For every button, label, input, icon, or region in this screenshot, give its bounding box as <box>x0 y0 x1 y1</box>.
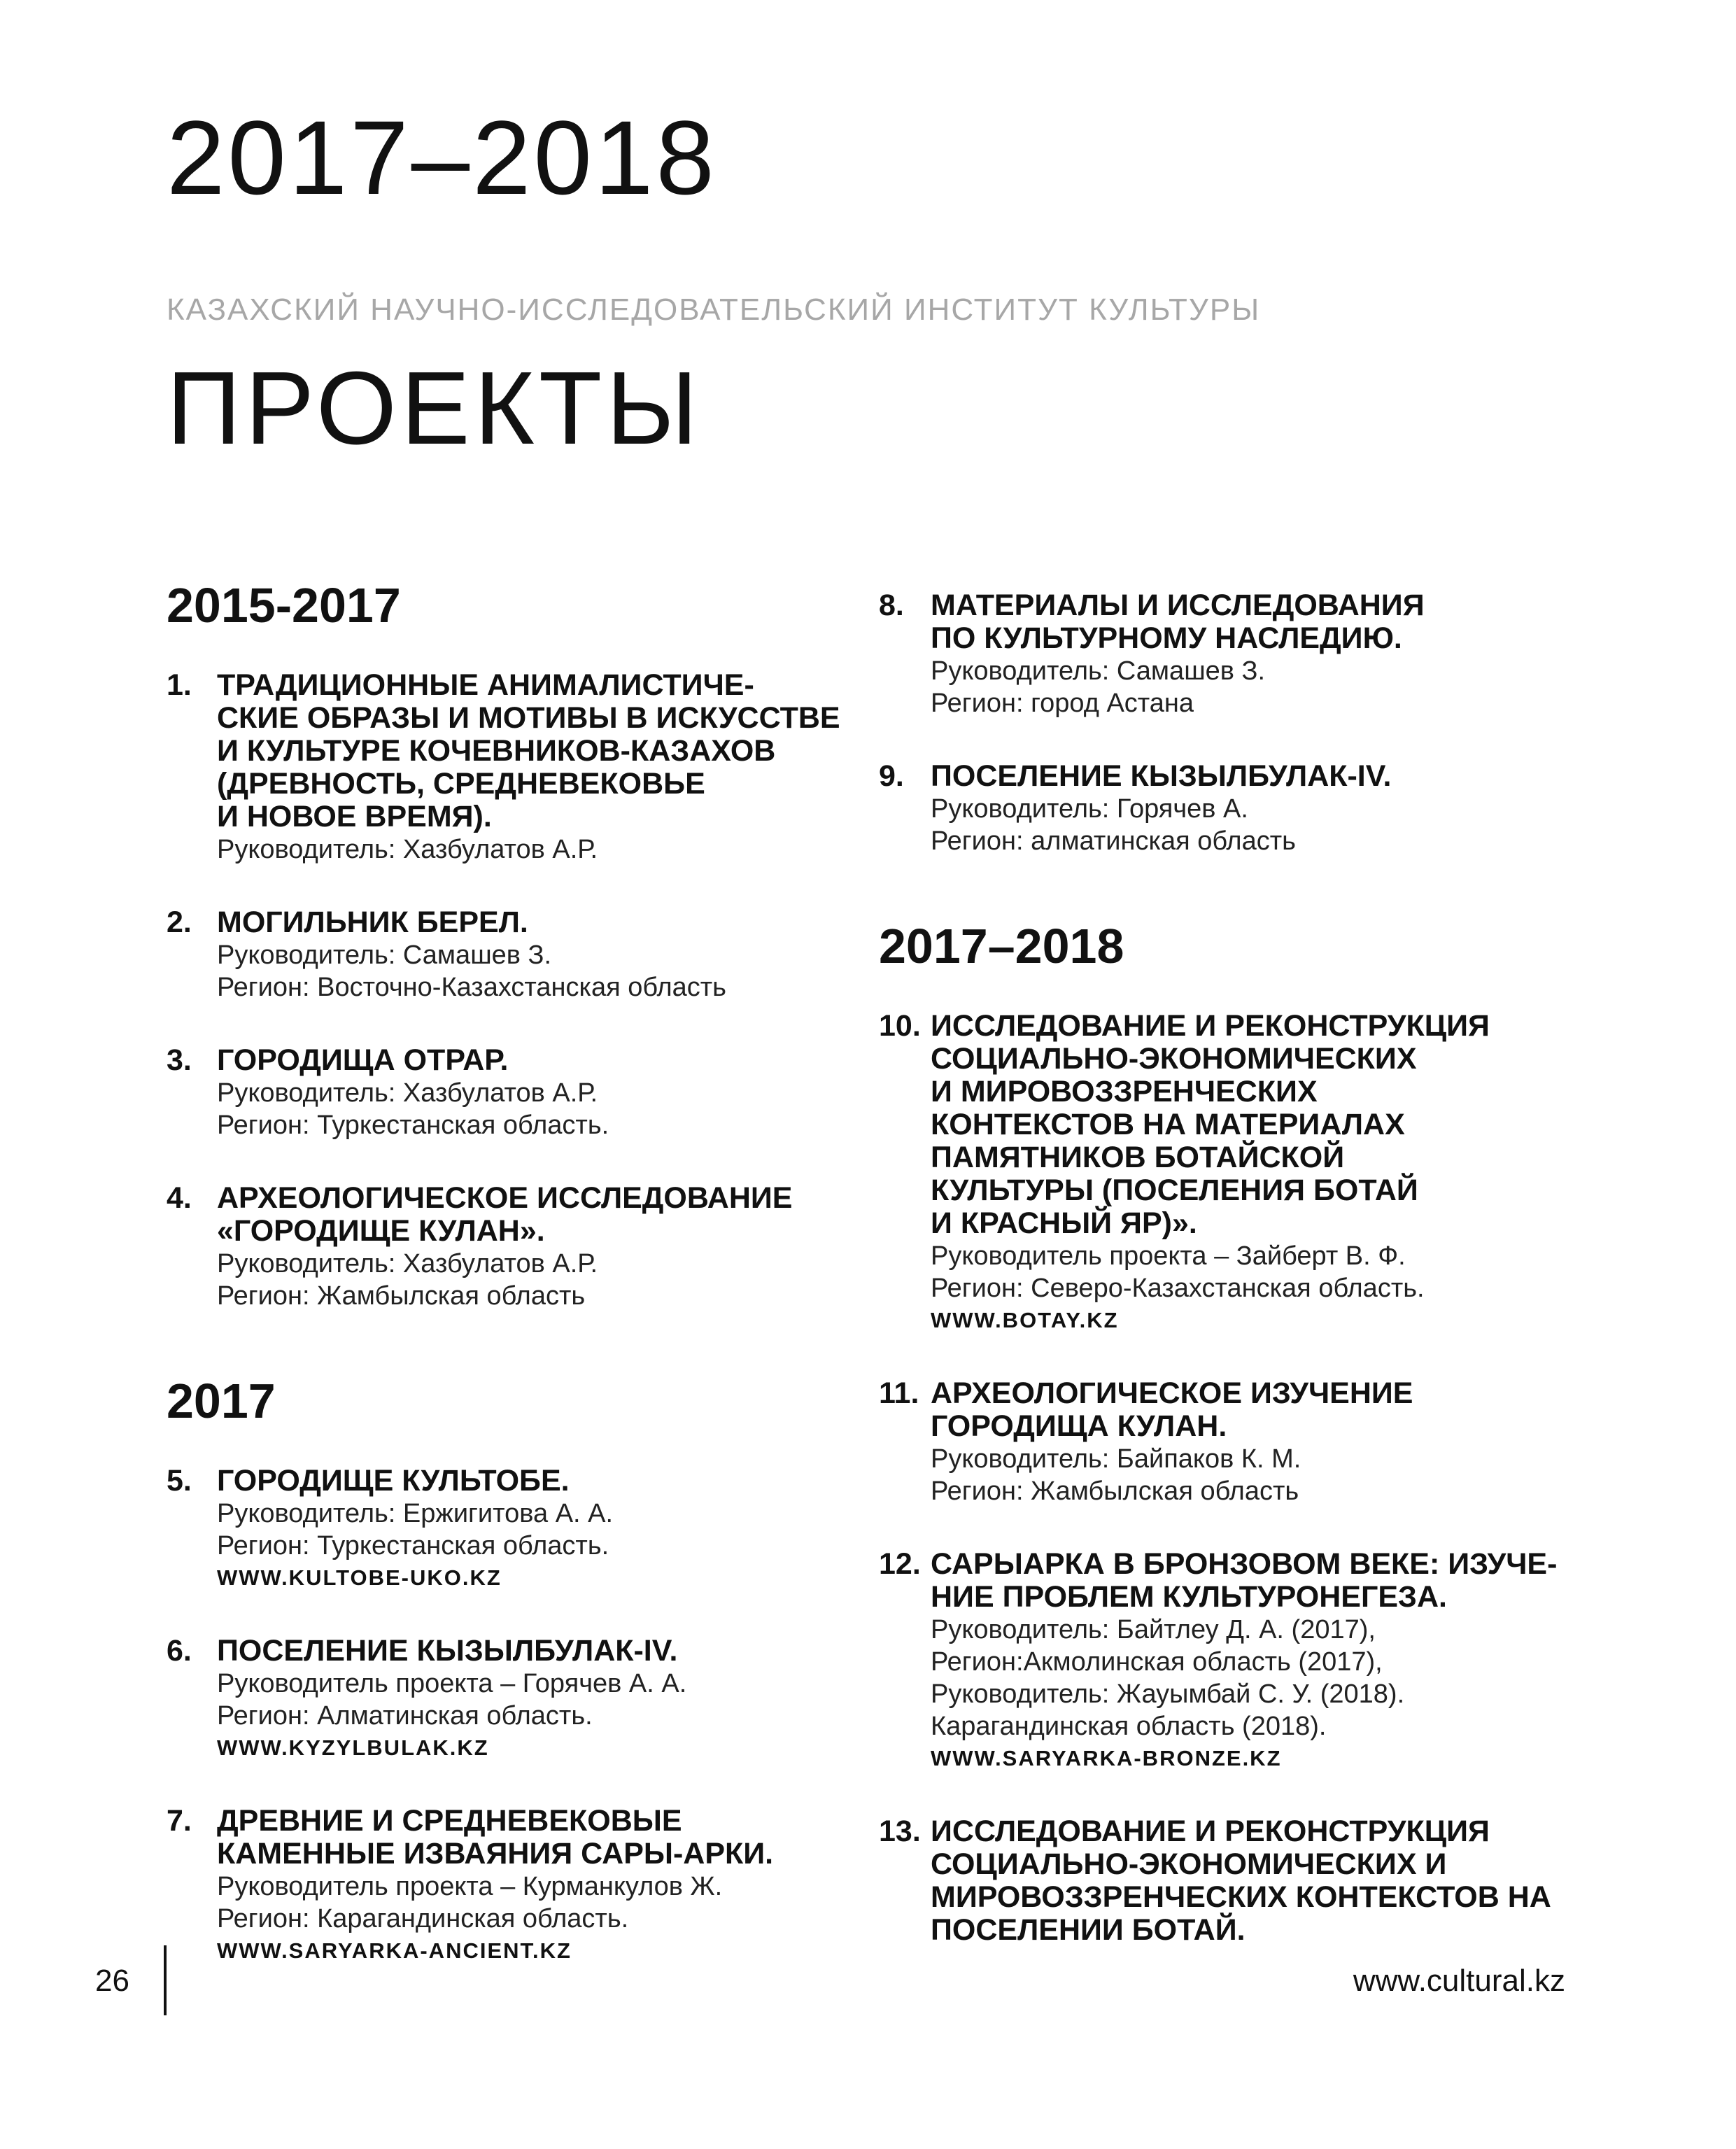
project-number: 2. <box>167 906 192 939</box>
left-column <box>167 578 866 2008</box>
project-region: Регион: Северо-Казахстанская область. <box>931 1274 1425 1303</box>
project-website-link[interactable]: WWW.BOTAY.KZ <box>931 1308 1119 1332</box>
project-number: 7. <box>167 1804 192 1838</box>
project-item-11 <box>879 1377 1621 1507</box>
project-title: ТРАДИЦИОННЫЕ АНИМАЛИСТИЧЕ- СКИЕ ОБРАЗЫ И МОТИВЫ В ИСКУССТВЕ И КУЛЬТУРЕ КОЧЕВНИКОВ-КАЗАХОВ (ДРЕВНОСТЬ, СРЕДНЕВЕКОВЬЕ И НОВОЕ ВРЕМЯ). <box>217 668 840 833</box>
project-item-3 <box>167 1044 866 1141</box>
project-region: Регион: Карагандинская область. <box>217 1904 629 1933</box>
project-number: 12. <box>879 1547 921 1581</box>
project-region: Регион: Восточно-Казахстанская область <box>217 973 726 1002</box>
project-leader: Руководитель: Горячев А. <box>931 794 1248 824</box>
project-item-10 <box>879 1010 1621 1337</box>
project-number: 4. <box>167 1181 192 1215</box>
project-title: ИССЛЕДОВАНИЕ И РЕКОНСТРУКЦИЯ СОЦИАЛЬНО-ЭКОНОМИЧЕСКИХ И МИРОВОЗЗРЕНЧЕСКИХ КОНТЕКСТОВ НА ПОСЕЛЕНИИ БОТАЙ. <box>931 1815 1551 1947</box>
project-leader: Руководитель проекта – Зайберт В. Ф. <box>931 1241 1406 1271</box>
project-item-1 <box>167 669 866 866</box>
project-item-9 <box>879 760 1621 857</box>
footer-site-link[interactable]: www.cultural.kz <box>1353 1964 1565 1998</box>
project-region: Карагандинская область (2018). <box>931 1712 1327 1741</box>
project-title: ПОСЕЛЕНИЕ КЫЗЫЛБУЛАК-IV. <box>931 759 1392 793</box>
project-item-7 <box>167 1805 866 1967</box>
period-heading-2017-2018: 2017–2018 <box>879 919 1124 973</box>
project-item-8 <box>879 589 1621 719</box>
project-region: Регион: алматинская область <box>931 826 1296 856</box>
project-leader: Руководитель: Самашев З. <box>217 940 552 970</box>
period-heading-2017: 2017 <box>167 1374 276 1428</box>
project-region: Регион: Алматинская область. <box>217 1701 593 1731</box>
project-number: 5. <box>167 1464 192 1498</box>
project-leader: Руководитель: Ержигитова А. А. <box>217 1499 614 1528</box>
period-heading-2015-2017: 2015-2017 <box>167 578 401 633</box>
project-title: ДРЕВНИЕ И СРЕДНЕВЕКОВЫЕ КАМЕННЫЕ ИЗВАЯНИЯ САРЫ-АРКИ. <box>217 1804 774 1870</box>
project-region: Регион: город Астана <box>931 689 1194 718</box>
project-number: 1. <box>167 668 192 702</box>
project-title: ГОРОДИЩЕ КУЛЬТОБЕ. <box>217 1464 570 1498</box>
project-number: 13. <box>879 1815 921 1848</box>
project-item-6 <box>167 1635 866 1764</box>
project-leader: Руководитель проекта – Горячев А. А. <box>217 1669 687 1698</box>
project-title: МАТЕРИАЛЫ И ИССЛЕДОВАНИЯ ПО КУЛЬТУРНОМУ НАСЛЕДИЮ. <box>931 589 1425 655</box>
project-item-2 <box>167 906 866 1003</box>
project-title: АРХЕОЛОГИЧЕСКОЕ ИССЛЕДОВАНИЕ «ГОРОДИЩЕ КУЛАН». <box>217 1181 793 1248</box>
project-title: МОГИЛЬНИК БЕРЕЛ. <box>217 906 528 939</box>
year-range-heading: 2017–2018 <box>167 99 717 216</box>
project-number: 6. <box>167 1634 192 1668</box>
project-item-4 <box>167 1182 866 1312</box>
page-number: 26 <box>95 1964 129 1998</box>
institute-name: КАЗАХСКИЙ НАУЧНО-ИССЛЕДОВАТЕЛЬСКИЙ ИНСТИТУТ КУЛЬТУРЫ <box>167 293 1261 327</box>
project-region: Регион: Жамбылская область <box>217 1281 586 1311</box>
project-number: 11. <box>879 1376 919 1410</box>
project-region: Регион: Туркестанская область. <box>217 1531 609 1560</box>
project-number: 10. <box>879 1009 921 1043</box>
project-title: САРЫАРКА В БРОНЗОВОМ ВЕКЕ: ИЗУЧЕ- НИЕ ПРОБЛЕМ КУЛЬТУРОНЕГЕЗА. <box>931 1547 1558 1614</box>
project-leader: Руководитель: Хазбулатов А.Р. <box>217 835 598 864</box>
project-title: ПОСЕЛЕНИЕ КЫЗЫЛБУЛАК-IV. <box>217 1634 678 1668</box>
project-title: ГОРОДИЩА ОТРАР. <box>217 1043 509 1077</box>
project-leader: Руководитель: Жауымбай С. У. (2018). <box>931 1679 1405 1709</box>
project-title: АРХЕОЛОГИЧЕСКОЕ ИЗУЧЕНИЕ ГОРОДИЩА КУЛАН. <box>931 1376 1413 1443</box>
project-leader: Руководитель: Байтлеу Д. А. (2017), <box>931 1615 1376 1644</box>
project-leader: Руководитель: Байпаков К. М. <box>931 1444 1301 1474</box>
project-title: ИССЛЕДОВАНИЕ И РЕКОНСТРУКЦИЯ СОЦИАЛЬНО-ЭКОНОМИЧЕСКИХ И МИРОВОЗЗРЕНЧЕСКИХ КОНТЕКСТОВ НА МАТЕРИАЛАХ ПАМЯТНИКОВ БОТАЙСКОЙ КУЛЬТУРЫ (ПОСЕЛЕНИЯ БОТАЙ И КРАСНЫЙ ЯР)». <box>931 1009 1490 1240</box>
right-column <box>879 589 1621 1987</box>
project-region: Регион: Жамбылская область <box>931 1477 1299 1506</box>
project-website-link[interactable]: WWW.KYZYLBULAK.KZ <box>217 1735 489 1760</box>
project-item-13 <box>879 1815 1621 1947</box>
project-leader: Руководитель: Хазбулатов А.Р. <box>217 1249 598 1278</box>
project-leader: Руководитель проекта – Курманкулов Ж. <box>217 1872 723 1901</box>
project-number: 3. <box>167 1043 192 1077</box>
project-item-12 <box>879 1548 1621 1775</box>
project-region: Регион: Туркестанская область. <box>217 1111 609 1140</box>
project-leader: Руководитель: Самашев З. <box>931 656 1266 686</box>
project-item-5 <box>167 1465 866 1594</box>
project-website-link[interactable]: WWW.SARYARKA-ANCIENT.KZ <box>217 1938 572 1963</box>
project-leader: Руководитель: Хазбулатов А.Р. <box>217 1078 598 1108</box>
project-website-link[interactable]: WWW.SARYARKA-BRONZE.KZ <box>931 1746 1282 1770</box>
project-number: 9. <box>879 759 904 793</box>
project-region: Регион:Акмолинская область (2017), <box>931 1647 1383 1677</box>
project-website-link[interactable]: WWW.KULTOBE-UKO.KZ <box>217 1565 502 1590</box>
footer-divider <box>164 1945 167 2015</box>
project-number: 8. <box>879 589 904 622</box>
page-title: ПРОЕКТЫ <box>167 351 703 466</box>
